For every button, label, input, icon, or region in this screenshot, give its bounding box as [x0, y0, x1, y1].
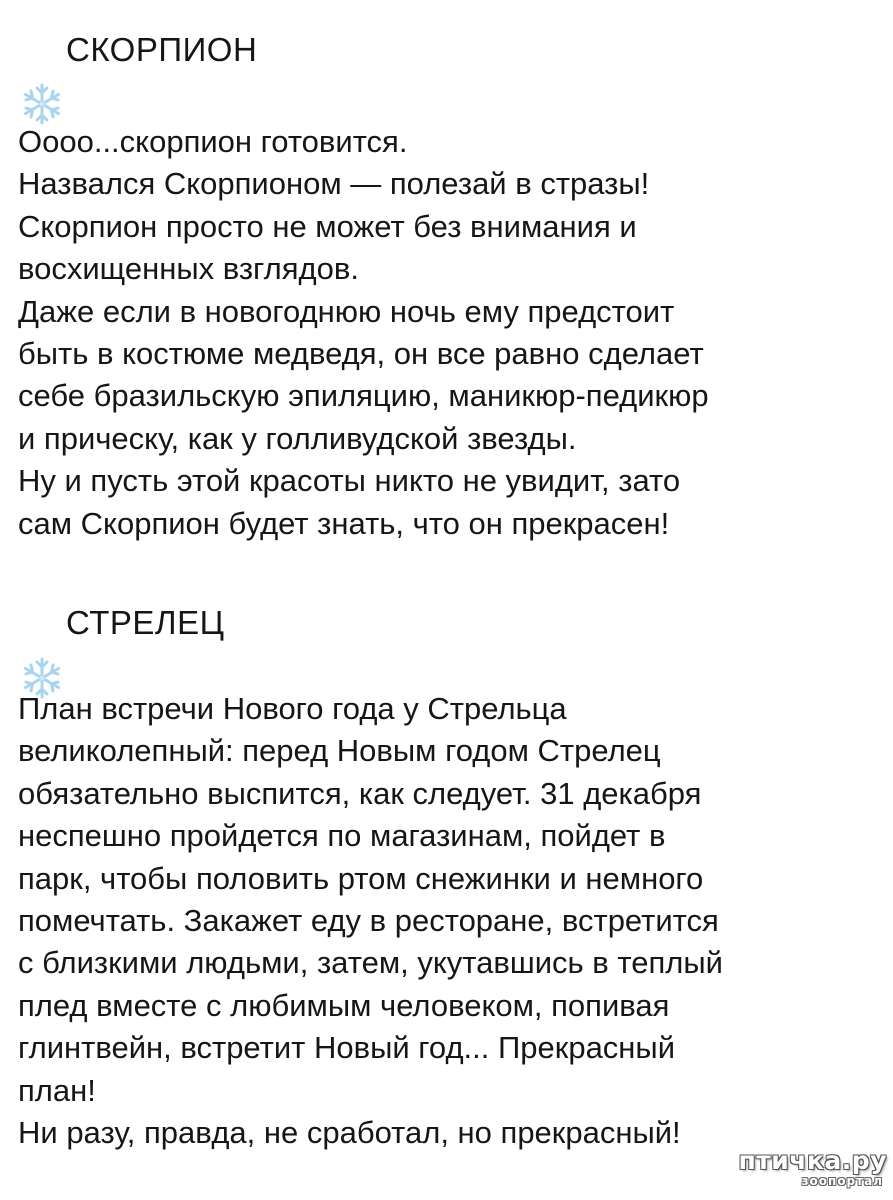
body-line: неспешно пройдется по магазинам, пойдет в — [18, 818, 666, 854]
body-line: обязательно выспится, как следует. 31 декабря — [18, 775, 702, 811]
body-line: Даже если в новогоднюю ночь ему предстоит — [18, 293, 675, 329]
body-line: помечтать. Закажет еду в ресторане, встретится — [18, 903, 719, 939]
body-line: Оооо...скорпион готовится. — [18, 124, 408, 159]
body-line: парк, чтобы половить ртом снежинки и немного — [18, 860, 704, 896]
body-line: Назвался Скорпионом — полезай в стразы! — [18, 166, 650, 202]
section-body — [18, 121, 709, 545]
body-line: плед вместе с любимым человеком, попивая — [18, 987, 670, 1023]
body-line: с близкими людьми, затем, укутавшись в теплый — [18, 945, 723, 981]
body-line: сам Скорпион будет знать, что он прекрасен! — [18, 505, 670, 541]
body-line: План встречи Нового года у Стрельца — [18, 691, 567, 726]
body-line: Ну и пусть этой красоты никто не увидит, зато — [18, 463, 681, 499]
watermark-logo — [738, 1146, 887, 1192]
section-heading: СКОРПИОН — [66, 31, 258, 68]
body-line: глинтвейн, встретит Новый год... Прекрасный — [18, 1030, 676, 1066]
watermark-brand: птичка.ру — [738, 1146, 887, 1175]
body-line: Ни разу, правда, не сработал, но прекрасный! — [18, 1115, 681, 1151]
section-body — [18, 688, 723, 1154]
watermark-tagline: зоопортал — [801, 1174, 883, 1188]
body-line: себе бразильскую эпиляцию, маникюр-педикюр — [18, 378, 709, 414]
body-line: великолепный: перед Новым годом Стрелец — [18, 733, 661, 769]
body-line: Скорпион просто не может без внимания и — [18, 208, 637, 244]
body-line: и прическу, как у голливудской звезды. — [18, 420, 577, 456]
body-line: восхищенных взглядов. — [18, 251, 359, 287]
body-line: быть в костюме медведя, он все равно сделает — [18, 336, 704, 372]
snowflake-icon — [20, 82, 64, 126]
body-line: план! — [18, 1072, 96, 1108]
section-heading: СТРЕЛЕЦ — [66, 604, 225, 641]
